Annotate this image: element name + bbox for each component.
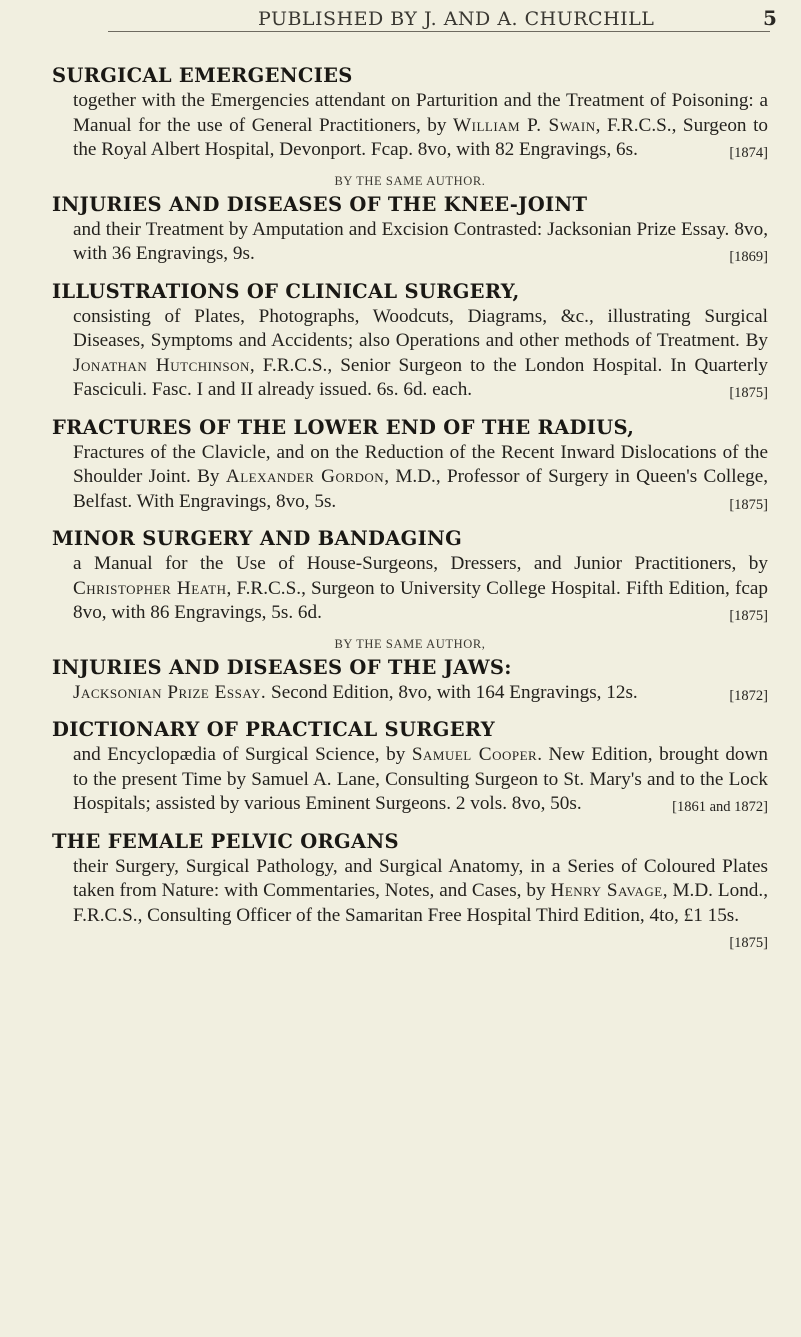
catalogue-entry	[52, 637, 768, 706]
entry-description: together with the Emergencies attendant on Parturition and the Treatment of Poisoning: a Manual for the use of General Practitioners, by William P. Swain, F.R.C.S., Surgeon to the Royal Albert Hospital, Devonport. Fcap. 8vo, with 82 Engravings, 6s. [1874]	[73, 89, 768, 163]
catalogue-entry	[52, 278, 768, 403]
publication-date: [1872]	[729, 687, 768, 704]
catalogue-entry	[52, 828, 768, 951]
entry-title: MINOR SURGERY AND BANDAGING	[52, 527, 463, 550]
page-number: 5	[763, 6, 777, 30]
entry-description: consisting of Plates, Photographs, Woodcuts, Diagrams, &c., illustrating Surgical Diseases, Symptoms and Accidents; also Operations and other methods of Treatment. By Jonathan Hutchinson, F.R.C.S., Senior Surgeon to the London Hospital. In Quarterly Fasciculi. Fasc. I and II already issued. 6s. 6d. each. [1875]	[73, 305, 768, 403]
entry-title: INJURIES AND DISEASES OF THE JAWS:	[52, 655, 512, 679]
catalogue-entries	[52, 62, 768, 956]
catalogue-entry	[52, 174, 768, 267]
entry-description: Jacksonian Prize Essay. Second Edition, 8vo, with 164 Engravings, 12s. [1872]	[73, 681, 768, 706]
publication-date: [1861 and 1872]	[672, 799, 768, 815]
author-name: Samuel Cooper	[411, 744, 538, 765]
entry-description: Fractures of the Clavicle, and on the Reduction of the Recent Inward Dislocations of the Shoulder Joint. By Alexander Gordon, M.D., Professor of Surgery in Queen's College, Belfast. With Engravings, 8vo, 5s. [1875]	[73, 441, 768, 515]
entry-title: SURGICAL EMERGENCIES	[52, 64, 353, 87]
author-name: Alexander Gordon	[225, 466, 385, 487]
publication-date: [1874]	[729, 145, 768, 161]
catalogue-entry	[52, 414, 768, 515]
catalogue-entry	[52, 525, 768, 626]
author-name: Jacksonian Prize Essay.	[73, 681, 267, 703]
entry-title: THE FEMALE PELVIC ORGANS	[52, 829, 399, 853]
author-name: William P. Swain	[453, 114, 596, 136]
entry-description: a Manual for the Use of House-Surgeons, Dressers, and Junior Practitioners, by Christopher Heath, F.R.C.S., Surgeon to University College Hospital. Fifth Edition, fcap 8vo, with 86 Engravings, 5s. 6d. [1875]	[73, 552, 768, 626]
header-rule	[108, 31, 770, 32]
publication-date: [1869]	[729, 249, 768, 265]
entry-title: ILLUSTRATIONS OF CLINICAL SURGERY,	[52, 279, 520, 303]
entry-title: FRACTURES OF THE LOWER END OF THE RADIUS,	[52, 415, 635, 439]
same-author-byline: BY THE SAME AUTHOR.	[334, 173, 486, 188]
entry-title: INJURIES AND DISEASES OF THE KNEE-JOINT	[52, 192, 588, 216]
entry-description: and Encyclopædia of Surgical Science, by Samuel Cooper. New Edition, brought down to the present Time by Samuel A. Lane, Consulting Surgeon to St. Mary's and to the Lock Hospitals; assisted by various Eminent Surgeons. 2 vols. 8vo, 50s. [1861 and 1872]	[73, 743, 768, 817]
publication-date: [1875]	[729, 935, 768, 951]
catalogue-entry	[52, 62, 768, 163]
entry-description: their Surgery, Surgical Pathology, and Surgical Anatomy, in a Series of Coloured Plates taken from Nature: with Commentaries, Notes, and Cases, by Henry Savage, M.D. Lond., F.R.C.S., Consulting Officer of the Samaritan Free Hospital Third Edition, 4to, £1 15s. [1875]	[73, 855, 768, 929]
running-head: PUBLISHED BY J. AND A. CHURCHILL	[258, 8, 655, 30]
author-name: Christopher Heath	[73, 577, 227, 599]
catalogue-entry	[52, 716, 768, 817]
entry-title: DICTIONARY OF PRACTICAL SURGERY	[52, 718, 495, 741]
entry-description: and their Treatment by Amputation and Excision Contrasted: Jacksonian Prize Essay. 8vo, with 36 Engravings, 9s. [1869]	[73, 218, 768, 267]
publication-date: [1875]	[729, 385, 768, 401]
author-name: Henry Savage	[550, 880, 663, 901]
same-author-byline: BY THE SAME AUTHOR,	[334, 636, 486, 651]
publication-date: [1875]	[729, 496, 768, 513]
publication-date: [1875]	[729, 608, 768, 624]
author-name: Jonathan Hutchinson	[73, 354, 250, 376]
